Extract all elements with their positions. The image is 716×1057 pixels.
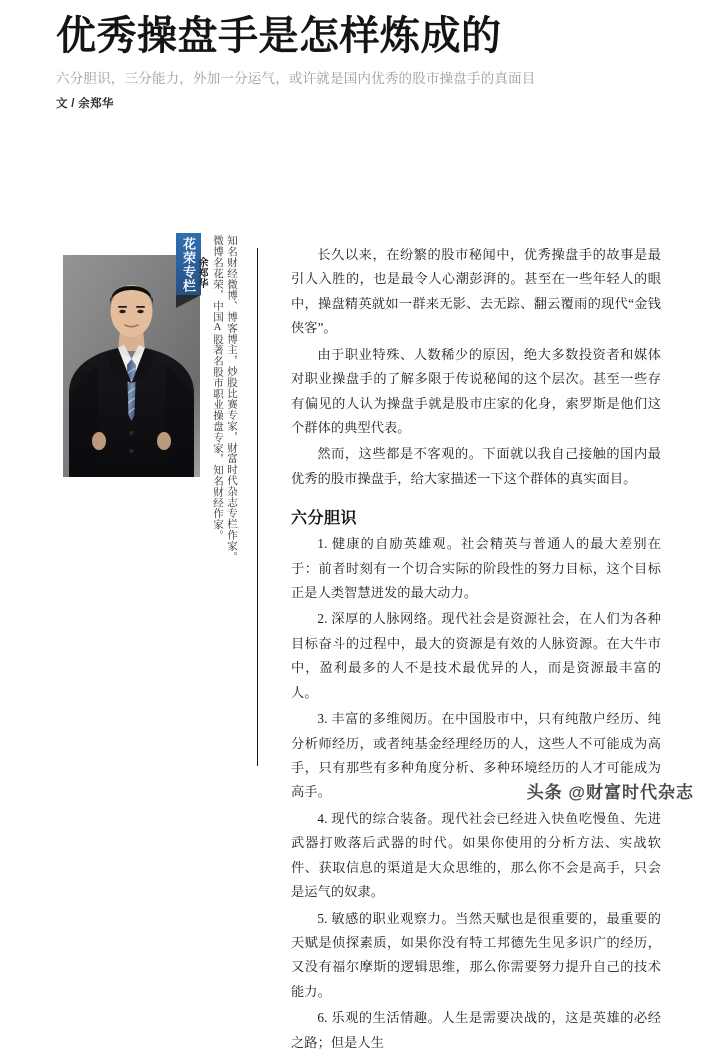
body-paragraph: 然而，这些都是不客观的。下面就以我自己接触的国内最优秀的股市操盘手，给大家描述一下这个群体的真实面目。 — [291, 446, 661, 486]
author-bio-vertical — [194, 235, 237, 565]
body-list-item: 6. 乐观的生活情趣。人生是需要决战的，这是英雄的必经之路；但是人生 — [291, 1010, 661, 1050]
body-paragraph: 长久以来，在纷繁的股市秘闻中，优秀操盘手的故事是最引人入胜的，也是最令人心潮彭湃的。甚至在一些年轻人的眼中，操盘精英就如一群来无影、去无踪、翻云覆雨的现代“金钱侠客”。 — [291, 247, 661, 336]
author-name-vertical: 余郑华 — [196, 257, 207, 289]
column-media-block — [63, 233, 253, 793]
author-bio-line-1: 知名财经微博、博客博主，炒股比赛专家，财富时代杂志专栏作家。 — [226, 235, 238, 562]
body-list-item: 2. 深厚的人脉网络。现代社会是资源社会，在人们为各种目标奋斗的过程中，最大的资源是有效的人脉资源。在大牛市中，盈利最多的人不是技术最优异的人，而是资源最丰富的人。 — [291, 611, 661, 700]
author-bio-line-2: 微博名花荣，中国A股著名股市职业操盘专家，知名财经作家。 — [212, 235, 224, 541]
body-paragraph: 由于职业特殊、人数稀少的原因，绝大多数投资者和媒体对职业操盘手的了解多限于传说秘闻的这个层次。甚至一些存有偏见的人认为操盘手就是股市庄家的化身，索罗斯是他们这个群体的典型代表。 — [291, 346, 661, 435]
section-heading-liufen-danshi: 六分胆识 — [291, 510, 358, 528]
article-subtitle: 六分胆识，三分能力，外加一分运气，或许就是国内优秀的股市操盘手的真面目 — [56, 70, 536, 86]
column-divider-rule — [257, 248, 258, 766]
body-list-item: 1. 健康的自励英雄观。社会精英与普通人的最大差别在于：前者时刻有一个切合实际的阶段性的努力目标，这个目标正是人类智慧迸发的最大动力。 — [291, 536, 661, 601]
page-title: 优秀操盘手是怎样炼成的 — [56, 14, 502, 58]
column-badge: 花荣专栏 — [176, 233, 201, 295]
publisher-watermark: 头条 @财富时代杂志 — [526, 783, 694, 802]
body-list-item: 4. 现代的综合装备。现代社会已经进入快鱼吃慢鱼、先进武器打败落后武器的时代。如果你使用的分析方法、实战软件、获取信息的渠道是大众思维的，那么你不会是高手，只会是运气的奴隶。 — [291, 810, 661, 900]
article-body — [291, 243, 661, 1057]
article-byline: 文 / 余郑华 — [56, 98, 114, 111]
article-header — [56, 14, 676, 111]
body-list-item: 3. 丰富的多维阅历。在中国股市中，只有纯散户经历、纯分析师经历，或者纯基金经理经历的人，这些人不可能成为高手，只有那些有多种角度分析、多种环境经历的人才可能成为高手。 — [291, 711, 661, 800]
body-list-item: 5. 敏感的职业观察力。当然天赋也是很重要的，最重要的天赋是侦探素质，如果你没有特工邦德先生见多识广的经历，又没有福尔摩斯的逻辑思维，那么你需要努力提升自己的技术能力。 — [291, 910, 661, 999]
